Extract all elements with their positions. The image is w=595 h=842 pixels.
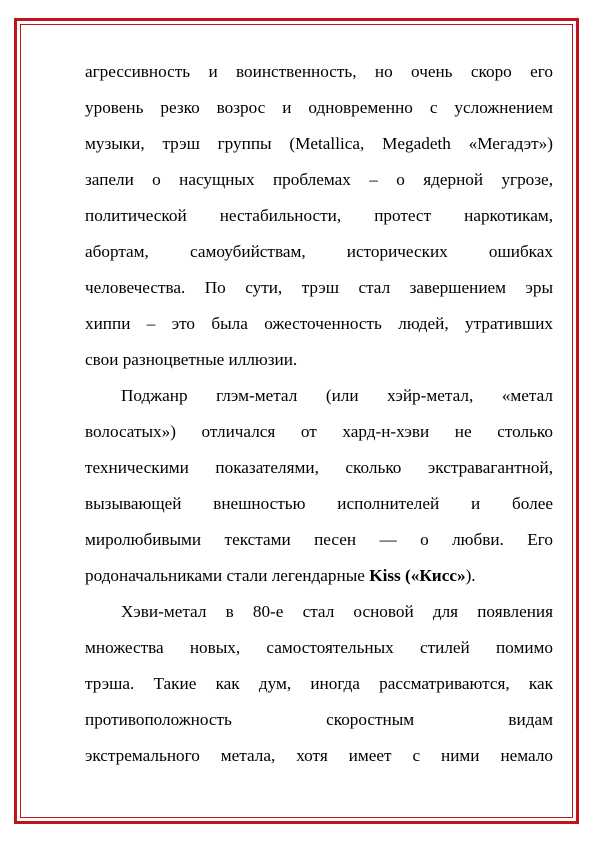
text-line: человечества. По сути, трэш стал завершением эры [85, 278, 553, 297]
text-line: музыки, трэш группы (Metallica, Megadeth «Мегадэт») [85, 134, 553, 153]
text-line: противоположность скоростным видам [85, 710, 553, 729]
text-line: экстремального метала, хотя имеет с ними немало [85, 746, 553, 765]
text-line: запели о насущных проблемах – о ядерной угрозе, [85, 170, 553, 189]
text-line: политической нестабильности, протест наркотикам, [85, 206, 553, 225]
text-line: техническими показателями, сколько экстравагантной, [85, 458, 553, 477]
text-line: свои разноцветные иллюзии. [85, 350, 298, 369]
text-line: множества новых, самостоятельных стилей помимо [85, 638, 553, 657]
paragraph-2 [85, 378, 553, 594]
band-name-bold: Kiss («Кисс» [369, 566, 466, 585]
paragraph-1 [85, 54, 553, 378]
text-line: трэша. Такие как дум, иногда рассматриваются, как [85, 674, 553, 693]
text-line: агрессивность и воинственность, но очень скоро его [85, 62, 553, 81]
text-line: абортам, самоубийствам, исторических ошибках [85, 242, 553, 261]
text-line: волосатых») отличался от хард-н-хэви не столько [85, 422, 553, 441]
paragraph-3 [85, 594, 553, 774]
text-line: вызывающей внешностью исполнителей и более [85, 494, 553, 513]
text-line: Поджанр глэм-метал (или хэйр-метал, «метал [121, 386, 553, 405]
text-line: уровень резко возрос и одновременно с усложнением [85, 98, 553, 117]
text-line [85, 558, 553, 594]
text-run: ). [465, 566, 476, 585]
text-line: хиппи – это была ожесточенность людей, утративших [85, 314, 553, 333]
document-body [85, 54, 553, 774]
text-line: Хэви-метал в 80-е стал основой для появления [121, 602, 553, 621]
text-run: родоначальниками стали легендарные [85, 566, 370, 585]
text-line: миролюбивыми текстами песен — о любви. Его [85, 530, 553, 549]
